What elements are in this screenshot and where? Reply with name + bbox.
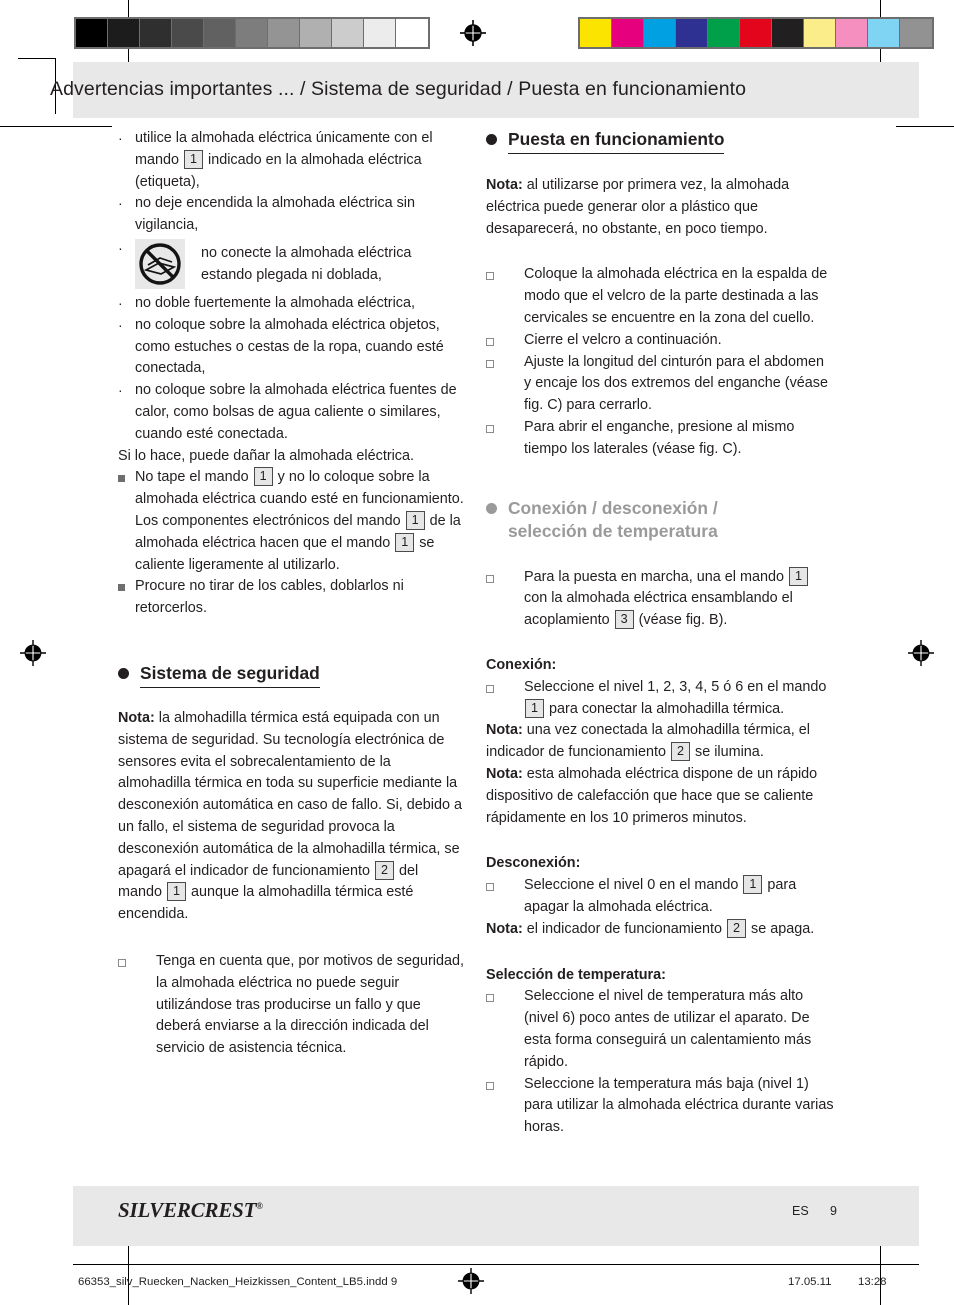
bullet-dot-icon [118, 662, 140, 679]
hollow-square-bullet [486, 417, 524, 461]
calibration-swatch [644, 19, 676, 47]
calibration-swatch [900, 19, 932, 47]
print-slug-date: 17.05.11 [788, 1276, 832, 1288]
list-item [486, 417, 834, 461]
calibration-swatch [204, 19, 236, 47]
calibration-swatch [580, 19, 612, 47]
list-item-text: no coloque sobre la almohada eléctrica fuentes de calor, como bolsas de agua caliente o similares, cuando esté conectada. [135, 382, 457, 442]
hollow-square-bullet [486, 330, 524, 352]
warning-square-list [118, 467, 466, 620]
reference-number-box: 1 [743, 875, 762, 894]
footer-language-code: ES [792, 1204, 809, 1218]
calibration-swatch [268, 19, 300, 47]
list-item [486, 352, 834, 417]
warning-closing-line: Si lo hace, puede dañar la almohada eléctrica. [118, 447, 414, 464]
on-note-2 [486, 764, 834, 829]
section-heading-startup [486, 128, 834, 154]
calibration-swatch [396, 19, 428, 47]
hollow-square-bullet [486, 875, 524, 919]
hollow-square-bullet [486, 677, 524, 721]
list-item-text: no deje encendida la almohada eléctrica sin vigilancia, [135, 195, 416, 234]
color-calibration-strip [578, 17, 934, 49]
print-slug-filename: 66353_silv_Ruecken_Nacken_Heizkissen_Content_LB5.indd 9 [78, 1276, 398, 1288]
hollow-square-bullet [486, 1074, 524, 1139]
list-item [118, 128, 466, 193]
dash-bullet: · [118, 382, 123, 399]
calibration-strip-row [0, 0, 954, 47]
list-item-text: Seleccione el nivel 1, 2, 3, 4, 5 ó 6 en el mando 1 para conectar la almohadilla térmica. [524, 678, 827, 717]
reference-number-box: 2 [375, 861, 394, 880]
dash-bullet: · [118, 316, 123, 333]
reference-number-box: 1 [395, 533, 414, 552]
calibration-swatch [740, 19, 772, 47]
on-note-1-text: una vez conectada la almohadilla térmica, el indicador de funcionamiento 2 se ilumina. [486, 722, 810, 761]
startup-note-text: al utilizarse por primera vez, la almohada eléctrica puede generar olor a plástico que desaparecerá, no obstante, en poco tiempo. [486, 177, 790, 237]
calibration-swatch [772, 19, 804, 47]
warning-dash-list-1 [118, 128, 466, 237]
left-column [118, 128, 466, 1060]
off-steps-list [486, 875, 834, 919]
list-item [486, 330, 834, 352]
safety-hollow-list [118, 951, 466, 1060]
dash-bullet: · [118, 195, 123, 212]
nota-label: Nota: [486, 177, 523, 193]
calibration-swatch [76, 19, 108, 47]
calibration-swatch [300, 19, 332, 47]
list-item [486, 677, 834, 721]
section-heading-text [508, 497, 718, 543]
startup-note [486, 175, 834, 240]
list-item [486, 264, 834, 329]
crop-mark-tr-h [896, 126, 954, 127]
list-item [486, 875, 834, 919]
registered-mark: ® [256, 1201, 263, 1211]
list-item [118, 193, 466, 237]
section-heading-connection [486, 497, 834, 543]
reference-number-box: 1 [254, 467, 273, 486]
nota-label: Nota: [486, 920, 523, 937]
hollow-square-bullet [486, 567, 524, 632]
list-item [118, 951, 466, 1060]
list-item [118, 315, 466, 380]
calibration-swatch [836, 19, 868, 47]
list-item-text: Para la puesta en marcha, una el mando 1 con la almohada eléctrica ensamblando el acoplamiento 3 (véase fig. B). [524, 567, 834, 632]
subheading-temperature: Selección de temperatura: [486, 966, 666, 983]
registration-mark-left [20, 640, 46, 666]
list-item-text: No tape el mando 1 y no lo coloque sobre la almohada eléctrica cuando esté en funcionamiento. Los componentes electrónicos del mando 1 de la almohada eléctrica hacen que el mando 1 se caliente ligeramente al utilizarlo. [135, 469, 464, 573]
dash-bullet: · [118, 294, 123, 311]
nota-label: Nota: [486, 765, 523, 782]
off-note-text: el indicador de funcionamiento 2 se apaga. [522, 920, 815, 937]
reference-number-box: 2 [727, 919, 746, 938]
calibration-swatch [708, 19, 740, 47]
list-item-text: Seleccione el nivel de temperatura más alto (nivel 6) poco antes de utilizar el aparato. De esta forma conseguirá un calentamiento más rápido. [524, 988, 812, 1070]
square-bullet [118, 467, 135, 576]
section-heading-text: Sistema de seguridad [140, 662, 320, 688]
registration-mark-top [460, 20, 486, 46]
registration-mark-bottom [458, 1268, 484, 1294]
reference-number-box: 2 [671, 742, 690, 761]
list-item-text: Seleccione el nivel 0 en el mando 1 para apagar la almohada eléctrica. [524, 877, 797, 915]
temperature-steps-list [486, 986, 834, 1139]
connection-steps-list [486, 567, 834, 632]
calibration-swatch [364, 19, 396, 47]
list-item-text: Ajuste la longitud del cinturón para el abdomen y encaje los dos extremos del enganche (véase fig. C) para cerrarlo. [524, 353, 828, 414]
list-item [486, 986, 834, 1073]
hollow-square-bullet [486, 986, 524, 1073]
crop-mark-tl-in2 [18, 58, 56, 59]
list-item [118, 467, 466, 576]
safety-system-note-text: la almohadilla térmica está equipada con un sistema de seguridad. Su tecnología electrónica de sensores evita el sobrecalentamiento de la almohadilla térmica en toda su superficie mediante la desconexión automática en caso de fallo. Si, debido a un fallo, el sistema de seguridad provoca la desconexión automática de la almohadilla térmica, se apagará el indicador de funcionamiento 2 del mando 1 aunque la almohadilla térmica esté encendida. [118, 709, 463, 923]
on-steps-list [486, 677, 834, 721]
bullet-dot-icon [486, 128, 508, 145]
calibration-swatch [108, 19, 140, 47]
dash-bullet: · [118, 240, 123, 257]
list-item-text: Tenga en cuenta que, por motivos de seguridad, la almohada eléctrica no puede seguir utilizándose tras producirse un fallo y que deberá enviarse a la dirección indicada del servicio de asistencia técnica. [156, 952, 465, 1057]
subheading-on: Conexión: [486, 656, 557, 673]
list-item-text: Para abrir el enganche, presione al mismo tiempo los laterales (véase fig. C). [524, 418, 795, 457]
startup-steps-list [486, 264, 834, 460]
section-heading-safety-system [118, 662, 466, 688]
reference-number-box: 1 [167, 882, 186, 901]
nota-label: Nota: [486, 722, 523, 739]
calibration-swatch [172, 19, 204, 47]
list-item [486, 1074, 834, 1139]
calibration-swatch [676, 19, 708, 47]
hollow-square-bullet [486, 264, 524, 329]
bullet-dot-icon [486, 497, 508, 514]
list-item-text: no doble fuertemente la almohada eléctrica, [135, 294, 415, 311]
list-item [118, 380, 466, 445]
list-item-text: no coloque sobre la almohada eléctrica objetos, como estuches o cestas de la ropa, cuando esté conectada, [135, 316, 444, 377]
footer-page-number: 9 [830, 1204, 837, 1218]
calibration-swatch [868, 19, 900, 47]
hollow-square-bullet [486, 352, 524, 417]
print-slug-time: 13:28 [858, 1276, 887, 1288]
reference-number-box: 1 [525, 699, 544, 718]
section-heading-line-1: Conexión / desconexión / [508, 497, 718, 518]
no-folding-warning-text: no conecte la almohada eléctrica estando plegada ni doblada, [201, 244, 412, 283]
brand-name: SILVERCREST [118, 1198, 257, 1222]
hollow-square-bullet [118, 951, 156, 1060]
list-item-text: Cierre el velcro a continuación. [524, 331, 722, 348]
reference-number-box: 3 [615, 610, 634, 629]
calibration-swatch [804, 19, 836, 47]
reference-number-box: 1 [789, 567, 808, 586]
list-item-text: Seleccione la temperatura más baja (nivel 1) para utilizar la almohada eléctrica durante varias horas. [524, 1075, 834, 1136]
reference-number-box: 1 [406, 511, 425, 530]
dash-bullet: · [118, 130, 123, 146]
warning-dash-list-2 [118, 293, 466, 446]
page-header-title: Advertencias importantes ... / Sistema de seguridad / Puesta en funcionamiento [50, 78, 747, 100]
section-heading-text: Puesta en funcionamiento [508, 128, 724, 154]
list-item-text: Coloque la almohada eléctrica en la espalda de modo que el velcro de la parte destinada a las cervicales se encuentre en la zona del cuello. [524, 266, 828, 326]
reference-number-box: 1 [184, 150, 203, 169]
section-heading-line-2: selección de temperatura [508, 520, 718, 541]
crop-mark-tl-h [0, 126, 112, 127]
off-note [486, 919, 834, 941]
nota-label: Nota: [118, 709, 155, 726]
safety-system-note [118, 708, 466, 926]
list-item-text: utilice la almohada eléctrica únicamente con el mando 1 indicado en la almohada eléctrica (etiqueta), [135, 130, 433, 190]
calibration-swatch [332, 19, 364, 47]
square-bullet [118, 576, 135, 620]
no-folding-icon [135, 239, 185, 289]
right-column [486, 128, 834, 1139]
list-item [118, 576, 466, 620]
on-note-2-text: esta almohada eléctrica dispone de un rápido dispositivo de calefacción que hace que se caliente rápidamente en los 10 primeros minutos. [486, 765, 818, 826]
on-note-1 [486, 720, 834, 764]
subheading-off: Desconexión: [486, 855, 581, 872]
calibration-swatch [236, 19, 268, 47]
no-folding-warning-item [118, 239, 466, 289]
registration-mark-right [908, 640, 934, 666]
grayscale-calibration-strip [74, 17, 430, 49]
list-item [486, 567, 834, 632]
list-item-text: Procure no tirar de los cables, doblarlos ni retorcerlos. [135, 578, 404, 617]
list-item [118, 293, 466, 315]
silvercrest-logo [118, 1198, 263, 1223]
calibration-swatch [140, 19, 172, 47]
slug-divider [73, 1264, 919, 1265]
calibration-swatch [612, 19, 644, 47]
